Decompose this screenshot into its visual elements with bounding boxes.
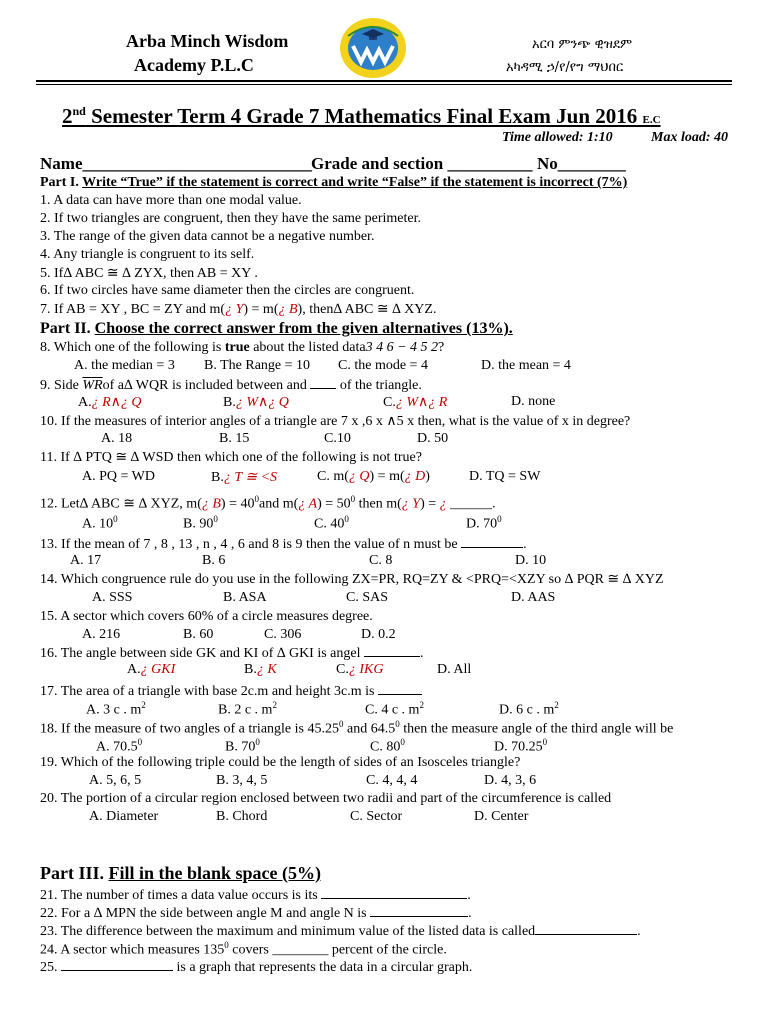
question-21: 21. The number of times a data value occurs is its . xyxy=(40,888,471,903)
q14-option-a: A. SSS xyxy=(92,590,133,605)
q10-option-a: A. 18 xyxy=(101,431,133,446)
name-field[interactable]: Name___________________________ xyxy=(40,154,312,173)
q8-option-c: C. the mode = 4 xyxy=(338,358,428,373)
part1-label: Part I. xyxy=(40,175,83,190)
question-13: 13. If the mean of 7 , 8 , 13 , n , 4 , 6 and 8 is 9 then the value of n must be . xyxy=(40,537,527,552)
question-18: 18. If the measure of two angles of a triangle is 45.25$^0$ and 64.5$^0$ then the measure angle of the third angle will be xyxy=(40,719,674,737)
q16-option-a: A.¿ GKI xyxy=(127,662,176,677)
q7-angle-y: ¿ Y xyxy=(225,302,244,317)
q19-option-d: D. 4, 3, 6 xyxy=(484,773,537,788)
question-25: 25. is a graph that represents the data in a circular graph. xyxy=(40,960,473,975)
q18-option-c: C. $80^0$ xyxy=(370,737,405,755)
q8-option-a: A. the median = 3 xyxy=(74,358,175,373)
question-8 xyxy=(40,340,444,356)
grade-section-field[interactable]: Grade and section __________ xyxy=(311,154,533,173)
q8-text-c: about the listed data xyxy=(249,340,366,355)
q11-option-d: D. TQ = SW xyxy=(469,469,541,484)
time-allowed: Time allowed: 1:10 xyxy=(502,130,613,145)
q16-option-b: B.¿ K xyxy=(244,662,277,677)
q13-blank xyxy=(461,535,523,548)
part2-label: Part II. xyxy=(40,320,95,337)
q11-option-c: C. m(¿ Q) = m(¿ D) xyxy=(317,469,430,484)
question-4: 4. Any triangle is congruent to its self. xyxy=(40,247,255,262)
q9-option-a: A.¿ R∧¿ Q xyxy=(78,395,142,410)
header-rule-thin xyxy=(36,84,732,85)
title-text: Semester Term 4 Grade 7 Mathematics Final Exam Jun 2016 xyxy=(85,104,643,128)
q10-option-b: B. 15 xyxy=(219,431,250,446)
question-16: 16. The angle between side GK and KI of ∆ GKI is angel . xyxy=(40,646,424,661)
q17-option-d: D. 6 c . $m^2$ xyxy=(499,700,559,718)
question-7 xyxy=(40,301,436,318)
q14-option-c: C. SAS xyxy=(346,590,389,605)
q23-blank[interactable] xyxy=(535,922,637,935)
question-9 xyxy=(40,376,422,394)
part3-instruction: Fill in the blank space (5%) xyxy=(108,863,322,883)
part2-heading xyxy=(40,320,513,338)
header-rule-thick xyxy=(36,80,732,82)
title-ordinal: 2 xyxy=(62,104,73,128)
exam-title xyxy=(62,104,661,129)
q13-option-c: C. 8 xyxy=(369,553,393,568)
question-15: 15. A sector which covers 60% of a circle measures degree. xyxy=(40,609,373,624)
q21-blank[interactable] xyxy=(321,886,467,899)
question-3: 3. The range of the given data cannot be a negative number. xyxy=(40,229,375,244)
part1-instruction: Write “True” if the statement is correct and write “False” if the statement is incorrect (7%) xyxy=(82,175,628,190)
question-22: 22. For a ∆ MPN the side between angle M and angle N is . xyxy=(40,906,472,921)
amharic-name-line2: አካዳሚ ኃ/የ/የግ ማህበር xyxy=(506,60,624,75)
question-23: 23. The difference between the maximum and minimum value of the listed data is called . xyxy=(40,924,641,939)
part3-heading xyxy=(40,863,321,884)
q11-option-a: A. PQ = WD xyxy=(82,469,155,484)
question-2: 2. If two triangles are congruent, then they have the same perimeter. xyxy=(40,211,421,226)
q9-option-c: C.¿ W∧¿ R xyxy=(383,395,448,410)
q17-option-c: C. 4 c . $m^2$ xyxy=(365,700,424,718)
q19-option-b: B. 3, 4, 5 xyxy=(216,773,268,788)
q9-text-a: 9. Side xyxy=(40,378,83,393)
question-1: 1. A data can have more than one modal value. xyxy=(40,193,302,208)
q15-option-d: D. 0.2 xyxy=(361,627,396,642)
q7-text-c: ) = m( xyxy=(243,302,279,317)
question-11: 11. If ∆ PTQ ≅ ∆ WSD then which one of the following is not true? xyxy=(40,450,422,465)
q16-option-c: C.¿ IKG xyxy=(336,662,384,677)
question-10: 10. If the measures of interior angles of a triangle are 7 x ,6 x ∧5 x then, what is the value of x in degree? xyxy=(40,414,631,429)
q10-option-c: C.10 xyxy=(324,431,351,446)
q20-option-c: C. Sector xyxy=(350,809,403,824)
q13-option-a: A. 17 xyxy=(70,553,102,568)
q12-option-c: C. $40^0$ xyxy=(314,514,349,532)
q20-option-d: D. Center xyxy=(474,809,529,824)
q19-option-c: C. 4, 4, 4 xyxy=(366,773,418,788)
q8-option-b: B. The Range = 10 xyxy=(204,358,311,373)
q13-option-d: D. 10 xyxy=(515,553,547,568)
q7-angle-b: ¿ B xyxy=(278,302,298,317)
q16-option-d: D. All xyxy=(437,662,472,677)
q7-text-e: ), then∆ ABC ≅ ∆ XYZ. xyxy=(297,302,437,317)
q17-blank xyxy=(378,682,422,695)
q7-text-a: 7. If AB = XY , BC = ZY and m( xyxy=(40,302,226,317)
amharic-name-line1: አርባ ምንጭ ዊዝደም xyxy=(532,37,633,52)
part2-instruction: Choose the correct answer from the given alternatives (13%). xyxy=(94,320,513,337)
q20-option-b: B. Chord xyxy=(216,809,268,824)
question-19: 19. Which of the following triple could be the length of sides of an Isosceles triangle? xyxy=(40,755,521,770)
school-name-line1: Arba Minch Wisdom xyxy=(126,31,289,51)
q20-option-a: A. Diameter xyxy=(89,809,159,824)
q8-text-true: true xyxy=(224,340,250,355)
part3-label: Part III. xyxy=(40,863,109,883)
q9-option-b: B.¿ W∧¿ Q xyxy=(223,395,289,410)
max-load: Max load: 40 xyxy=(651,130,728,145)
school-logo xyxy=(338,16,408,80)
q8-data: 3 4 6 − 4 5 2 xyxy=(365,340,439,355)
q9-option-d: D. none xyxy=(511,394,556,409)
q13-option-b: B. 6 xyxy=(202,553,226,568)
title-era: E.C xyxy=(642,114,661,126)
q14-option-b: B. ASA xyxy=(223,590,267,605)
question-12: 12. Let∆ ABC ≅ ∆ XYZ, m(¿ $B) = 40^0and$ m(¿ $A) = 50^0$ then m(¿ Y) = ¿ ______. xyxy=(40,494,496,512)
q12-option-d: D. $70^0$ xyxy=(466,514,502,532)
q12-option-a: A. $10^0$ xyxy=(82,514,118,532)
q9-side: $\overline{WR}$ xyxy=(82,378,103,393)
q15-option-a: A. 216 xyxy=(82,627,121,642)
q8-option-d: D. the mean = 4 xyxy=(481,358,571,373)
title-ordinal-sup: nd xyxy=(72,104,86,118)
q15-option-b: B. 60 xyxy=(183,627,214,642)
q9-blank xyxy=(310,376,336,389)
q9-text-d: of the triangle. xyxy=(336,378,422,393)
number-field[interactable]: No________ xyxy=(537,154,626,173)
question-5: 5. If∆ ABC ≅ ∆ ZYX, then AB = XY . xyxy=(40,266,258,281)
q22-blank[interactable] xyxy=(370,904,468,917)
q25-blank[interactable] xyxy=(61,958,173,971)
q12-option-b: B. $90^0$ xyxy=(183,514,218,532)
q11-option-b: B.¿ T ≅ <S xyxy=(211,470,278,485)
q19-option-a: A. 5, 6, 5 xyxy=(89,773,142,788)
school-name-line2: Academy P.L.C xyxy=(134,55,254,75)
q18-option-a: A. 70.5$^0$ xyxy=(96,737,143,755)
q18-option-d: D. 70.25$^0$ xyxy=(494,737,548,755)
q8-text-e: ? xyxy=(438,340,445,355)
question-20: 20. The portion of a circular region enclosed between two radii and part of the circumference is called xyxy=(40,791,612,806)
part1-heading xyxy=(40,175,627,191)
q17-option-b: B. 2 c . $m^2$ xyxy=(218,700,277,718)
question-14: 14. Which congruence rule do you use in the following ZX=PR, RQ=ZY & <PRQ=<XZY so ∆ PQR ≅ ∆ XYZ xyxy=(40,572,664,587)
q17-option-a: A. 3 c . $m^2$ xyxy=(86,700,146,718)
q16-blank xyxy=(364,644,420,657)
question-24: 24. A sector which measures $135^0$ covers ________ percent of the circle. xyxy=(40,940,447,958)
q8-text-a: 8. Which one of the following is xyxy=(40,340,225,355)
q15-option-c: C. 306 xyxy=(264,627,302,642)
q10-option-d: D. 50 xyxy=(417,431,449,446)
question-6: 6. If two circles have same diameter then the circles are congruent. xyxy=(40,283,415,298)
question-17: 17. The area of a triangle with base 2c.m and height 3c.m is xyxy=(40,682,422,700)
q9-text-c: of a∆ WQR is included between and xyxy=(102,378,307,393)
q14-option-d: D. AAS xyxy=(511,590,556,605)
q18-option-b: B. $70^0$ xyxy=(225,737,260,755)
